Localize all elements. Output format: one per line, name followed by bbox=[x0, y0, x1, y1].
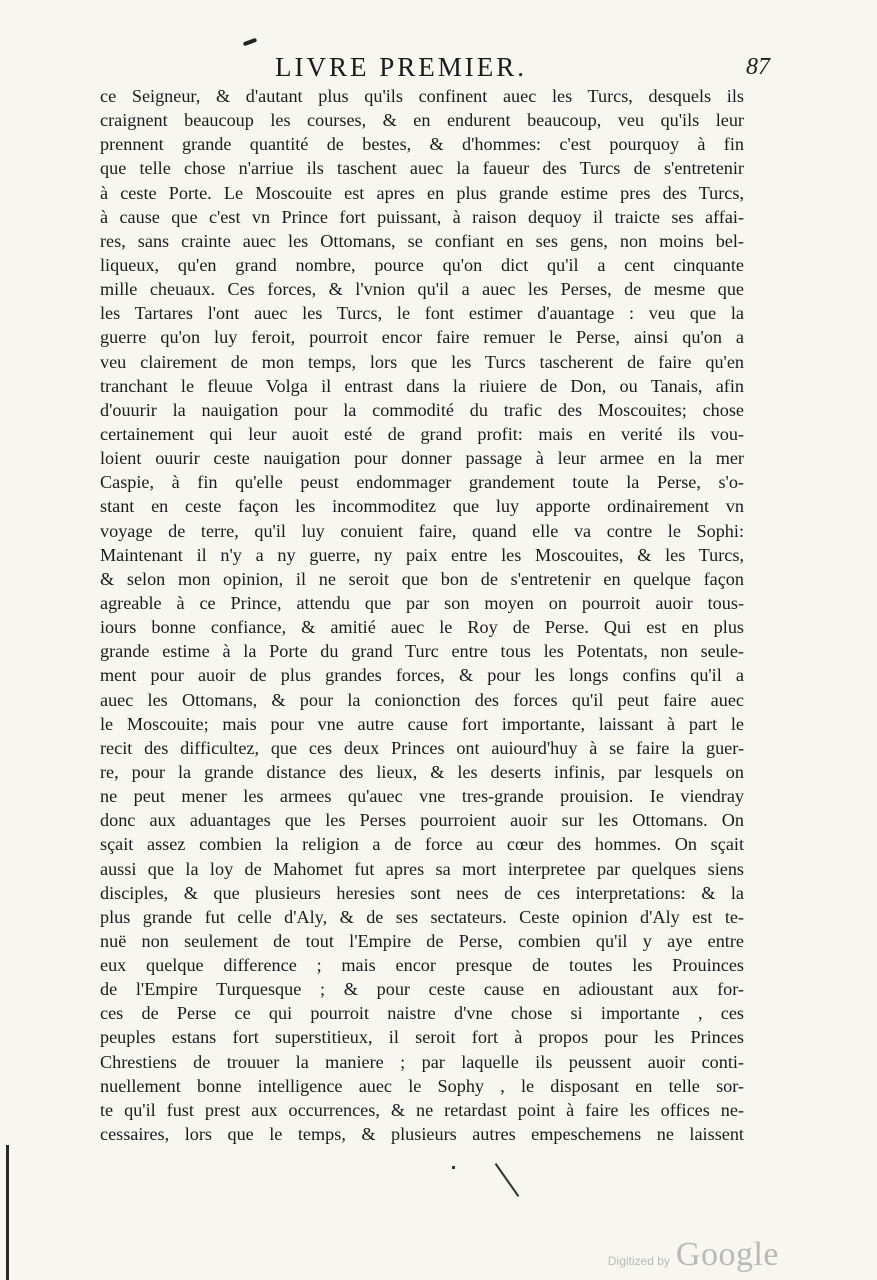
ink-mark bbox=[495, 1163, 520, 1197]
text-line: ces de Perse ce qui pourroit naistre d'vne chose si importante , ces bbox=[100, 1003, 744, 1024]
text-line: te qu'il fust prest aux occurrences, & ne retardast point à faire les offices ne- bbox=[100, 1099, 744, 1120]
running-title: LIVRE PREMIER. bbox=[275, 52, 528, 82]
text-line: res, sans crainte auec les Ottomans, se confiant en ses gens, non moins bel- bbox=[100, 230, 744, 251]
text-line: le Moscouite; mais pour vne autre cause fort importante, laissant à part le bbox=[100, 713, 744, 734]
text-line: eux quelque difference ; mais encor presque de toutes les Prouinces bbox=[100, 955, 744, 976]
text-line: que telle chose n'arriue ils taschent auec la faueur des Turcs de s'entretenir bbox=[100, 158, 744, 179]
text-line: à ceste Porte. Le Moscouite est apres en plus grande estime pres des Turcs, bbox=[100, 182, 744, 203]
text-line: peuples estans fort superstitieux, il seroit fort à propos pour les Princes bbox=[100, 1027, 744, 1048]
digitized-label: Digitized by bbox=[607, 1254, 670, 1268]
text-line: guerre qu'on luy feroit, pourroit encor faire remuer le Perse, ainsi qu'on a bbox=[100, 327, 744, 348]
page-header bbox=[100, 52, 800, 82]
text-line: à cause que c'est vn Prince fort puissant, à raison dequoy il traicte ses affai- bbox=[100, 206, 744, 227]
text-line: disciples, & que plusieurs heresies sont nees de ces interpretations: & la bbox=[100, 882, 744, 903]
text-line: prennent grande quantité de bestes, & d'hommes: c'est pourquoy à fin bbox=[100, 134, 744, 155]
ink-mark bbox=[452, 1166, 455, 1169]
page-edge-line bbox=[6, 1145, 9, 1280]
google-logo: Google bbox=[675, 1236, 779, 1273]
text-line: grande estime à la Porte du grand Turc entre tous les Potentats, non seule- bbox=[100, 641, 744, 662]
text-line: stant en ceste façon les incommoditez que luy apporte ordinairement vn bbox=[100, 496, 744, 517]
text-line: certainement qui leur auoit esté de grand profit: mais en verité ils vou- bbox=[100, 423, 744, 444]
page-number: 87 bbox=[746, 54, 770, 80]
text-line: plus grande fut celle d'Aly, & de ses sectateurs. Ceste opinion d'Aly est te- bbox=[100, 906, 744, 927]
text-line: loient ouurir ceste nauigation pour donner passage à leur armee en la mer bbox=[100, 448, 744, 469]
text-line: cessaires, lors que le temps, & plusieurs autres empeschemens ne laissent bbox=[100, 1124, 744, 1145]
text-line: agreable à ce Prince, attendu que par son moyen on pourroit auoir tous- bbox=[100, 592, 744, 613]
text-line: voyage de terre, qu'il luy conuient faire, quand elle va contre le Sophi: bbox=[100, 520, 744, 541]
text-line: ment pour auoir de plus grandes forces, & pour les longs confins qu'il a bbox=[100, 665, 744, 686]
text-line: & selon mon opinion, il ne seroit que bon de s'entretenir en quelque façon bbox=[100, 568, 744, 589]
text-line: ce Seigneur, & d'autant plus qu'ils confinent auec les Turcs, desquels ils bbox=[100, 86, 744, 106]
text-line: ne peut mener les armees qu'auec vne tres-grande prouision. Ie viendray bbox=[100, 786, 744, 807]
text-line: tranchant le fleuue Volga il entrast dans la riuiere de Don, ou Tanais, afin bbox=[100, 375, 744, 396]
text-line: recit des difficultez, que ces deux Princes ont auiourd'huy à se faire la guer- bbox=[100, 737, 744, 758]
text-line: sçait assez combien la religion a de force au cœur des hommes. On sçait bbox=[100, 834, 744, 855]
text-line: les Tartares l'ont auec les Turcs, le font estimer d'auantage : veu que la bbox=[100, 303, 744, 324]
text-line: Caspie, à fin qu'elle peust endommager grandement toute la Perse, s'o- bbox=[100, 472, 744, 493]
text-line: nuë non seulement de tout l'Empire de Perse, combien qu'il y aye entre bbox=[100, 930, 744, 951]
ink-mark bbox=[243, 38, 258, 47]
text-line: iours bonne confiance, & amitié auec le Roy de Perse. Qui est en plus bbox=[100, 617, 744, 638]
digitized-watermark bbox=[608, 1236, 779, 1274]
text-line: craignent beaucoup les courses, & en endurent beaucoup, veu qu'ils leur bbox=[100, 110, 744, 131]
text-line: auec les Ottomans, & pour la conionction des forces qu'il peut faire auec bbox=[100, 689, 744, 710]
text-line: aussi que la loy de Mahomet fut apres sa mort interpretee par quelques siens bbox=[100, 858, 744, 879]
text-line: Maintenant il n'y a ny guerre, ny paix entre les Moscouites, & les Turcs, bbox=[100, 544, 744, 565]
text-line: mille cheuaux. Ces forces, & l'vnion qu'il a auec les Perses, de mesme que bbox=[100, 279, 744, 300]
text-line: nuellement bonne intelligence auec le Sophy , le disposant en telle sor- bbox=[100, 1075, 744, 1096]
text-line: re, pour la grande distance des lieux, & les deserts infinis, par lesquels on bbox=[100, 761, 744, 782]
text-line: de l'Empire Turquesque ; & pour ceste cause en adioustant aux for- bbox=[100, 979, 744, 1000]
text-line: liqueux, qu'en grand nombre, pource qu'on dict qu'il a cent cinquante bbox=[100, 254, 744, 275]
text-line: Chrestiens de trouuer la maniere ; par laquelle ils peussent auoir conti- bbox=[100, 1051, 744, 1072]
text-line: d'ouurir la nauigation pour la commodité du trafic des Moscouites; chose bbox=[100, 399, 744, 420]
text-line: donc aux aduantages que les Perses pourroient auoir sur les Ottomans. On bbox=[100, 810, 744, 831]
text-line: veu clairement de mon temps, lors que les Turcs tascherent de faire qu'en bbox=[100, 351, 744, 372]
body-text bbox=[100, 84, 744, 1146]
